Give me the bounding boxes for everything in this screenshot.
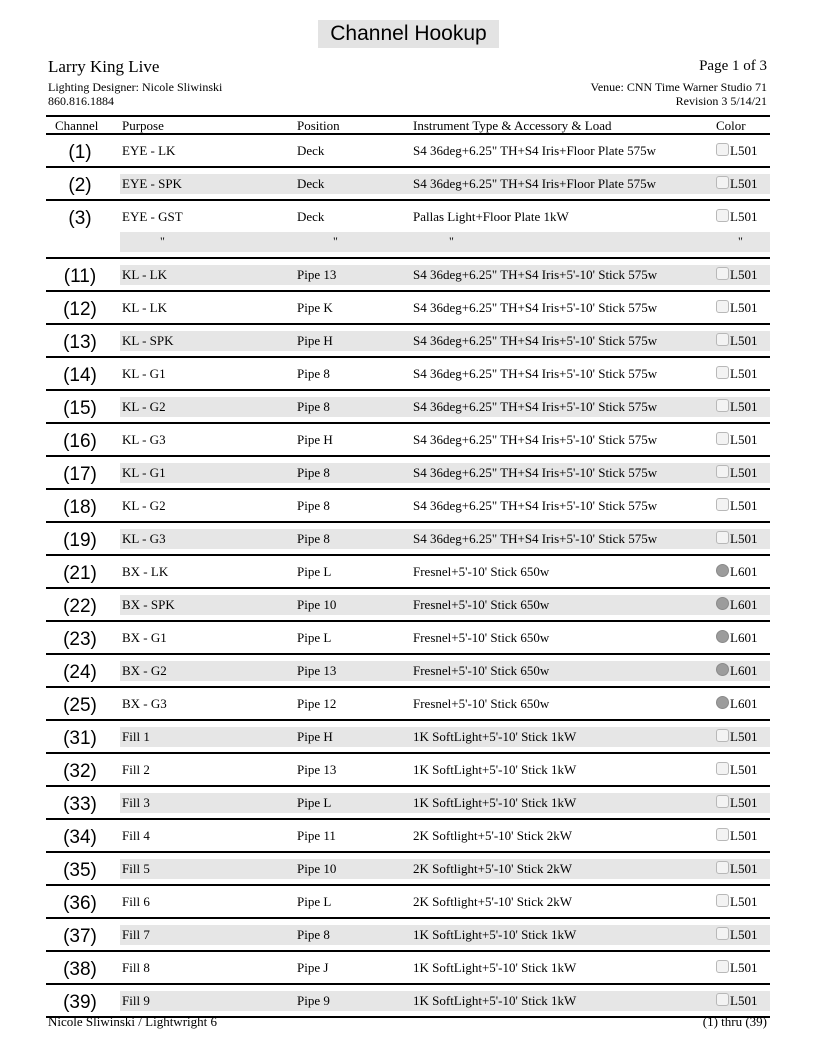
purpose-cell: KL - G3 xyxy=(122,531,166,546)
channel-number: (1) xyxy=(68,142,92,163)
channel-number: (19) xyxy=(63,530,97,551)
column-header-color: Color xyxy=(716,118,746,133)
purpose-cell: KL - LK xyxy=(122,300,168,315)
color-cell xyxy=(716,729,757,745)
position-cell: Pipe L xyxy=(297,630,332,645)
row-line xyxy=(46,364,770,384)
table-row xyxy=(46,529,770,556)
table-row xyxy=(46,727,770,754)
color-code: L501 xyxy=(730,176,758,191)
color-code: L501 xyxy=(730,993,758,1008)
instrument-cell: Fresnel+5'-10' Stick 650w xyxy=(413,696,550,711)
row-line xyxy=(46,562,770,582)
row-line xyxy=(46,529,770,549)
instrument-cell: S4 36deg+6.25" TH+S4 Iris+5'-10' Stick 575w xyxy=(413,399,658,414)
color-code: L501 xyxy=(730,960,758,975)
position-cell: Pipe 13 xyxy=(297,762,337,777)
page-title: Channel Hookup xyxy=(318,20,499,48)
table-row xyxy=(46,958,770,985)
position-cell: Pipe 8 xyxy=(297,399,330,414)
table-row xyxy=(46,694,770,721)
color-cell xyxy=(716,209,757,225)
table-row xyxy=(46,331,770,358)
instrument-cell: 2K Softlight+5'-10' Stick 2kW xyxy=(413,894,572,909)
channel-number: (22) xyxy=(63,596,97,617)
header-top-rule xyxy=(46,115,770,117)
row-line xyxy=(46,826,770,846)
instrument-cell: Fresnel+5'-10' Stick 650w xyxy=(413,564,550,579)
color-cell xyxy=(716,432,757,448)
color-swatch-icon xyxy=(716,696,729,709)
color-cell xyxy=(716,366,757,382)
color-code: L501 xyxy=(730,209,758,224)
purpose-cell: BX - G3 xyxy=(122,696,167,711)
table-row xyxy=(46,364,770,391)
instrument-cell: S4 36deg+6.25" TH+S4 Iris+5'-10' Stick 575w xyxy=(413,300,658,315)
instrument-cell: S4 36deg+6.25" TH+S4 Iris+5'-10' Stick 575w xyxy=(413,267,658,282)
color-code: L501 xyxy=(730,729,758,744)
position-cell: Pipe J xyxy=(297,960,329,975)
position-cell: Pipe H xyxy=(297,333,333,348)
purpose-cell: Fill 8 xyxy=(122,960,150,975)
table-row xyxy=(46,397,770,424)
channel-number: (16) xyxy=(63,431,97,452)
color-swatch-icon xyxy=(716,828,729,841)
purpose-cell: Fill 1 xyxy=(122,729,150,744)
instrument-cell: Fresnel+5'-10' Stick 650w xyxy=(413,663,550,678)
table-row xyxy=(46,207,770,259)
table-row xyxy=(46,298,770,325)
instrument-cell: Fresnel+5'-10' Stick 650w xyxy=(413,630,550,645)
color-code: L501 xyxy=(730,300,758,315)
color-code: L501 xyxy=(730,927,758,942)
color-code: L501 xyxy=(730,828,758,843)
purpose-cell: Fill 4 xyxy=(122,828,150,843)
position-cell: Deck xyxy=(297,143,325,158)
color-code: L501 xyxy=(730,465,758,480)
color-cell xyxy=(716,663,757,679)
instrument-cell: S4 36deg+6.25" TH+S4 Iris+5'-10' Stick 575w xyxy=(413,333,658,348)
color-code: L501 xyxy=(730,861,758,876)
venue: Venue: CNN Time Warner Studio 71 xyxy=(590,80,767,94)
color-swatch-icon xyxy=(716,333,729,346)
position-cell: Pipe 8 xyxy=(297,366,330,381)
ditto-line xyxy=(46,232,770,252)
purpose-cell: Fill 9 xyxy=(122,993,150,1008)
row-line xyxy=(46,174,770,194)
position-cell: Pipe 13 xyxy=(297,663,337,678)
channel-number: (3) xyxy=(68,208,92,229)
color-code: L601 xyxy=(730,630,758,645)
footer-author: Nicole Sliwinski / Lightwright 6 xyxy=(48,1014,217,1029)
color-cell xyxy=(716,531,757,547)
channel-number: (38) xyxy=(63,959,97,980)
row-line xyxy=(46,265,770,285)
purpose-cell: EYE - LK xyxy=(122,143,176,158)
instrument-cell: 2K Softlight+5'-10' Stick 2kW xyxy=(413,861,572,876)
position-cell: Pipe K xyxy=(297,300,333,315)
color-code: L501 xyxy=(730,795,758,810)
row-line xyxy=(46,859,770,879)
color-swatch-icon xyxy=(716,143,729,156)
color-code: L501 xyxy=(730,531,758,546)
color-cell xyxy=(716,762,757,778)
row-line xyxy=(46,207,770,227)
footer-range: (1) thru (39) xyxy=(702,1014,767,1029)
position-cell: Pipe 8 xyxy=(297,927,330,942)
color-swatch-icon xyxy=(716,432,729,445)
instrument-cell: 1K SoftLight+5'-10' Stick 1kW xyxy=(413,960,577,975)
ditto-mark: " xyxy=(333,234,338,248)
table-row xyxy=(46,760,770,787)
table-row xyxy=(46,174,770,201)
purpose-cell: KL - G1 xyxy=(122,366,166,381)
color-swatch-icon xyxy=(716,399,729,412)
purpose-cell: EYE - GST xyxy=(122,209,183,224)
purpose-cell: BX - SPK xyxy=(122,597,175,612)
instrument-cell: 1K SoftLight+5'-10' Stick 1kW xyxy=(413,762,577,777)
table-row xyxy=(46,430,770,457)
color-cell xyxy=(716,894,757,910)
channel-number: (39) xyxy=(63,992,97,1013)
table-row xyxy=(46,496,770,523)
channel-table xyxy=(46,135,770,1018)
table-row xyxy=(46,826,770,853)
color-swatch-icon xyxy=(716,498,729,511)
purpose-cell: Fill 6 xyxy=(122,894,150,909)
position-cell: Deck xyxy=(297,176,325,191)
position-cell: Deck xyxy=(297,209,325,224)
table-row xyxy=(46,925,770,952)
color-code: L601 xyxy=(730,663,758,678)
channel-number: (17) xyxy=(63,464,97,485)
row-line xyxy=(46,430,770,450)
position-cell: Pipe H xyxy=(297,432,333,447)
color-swatch-icon xyxy=(716,927,729,940)
purpose-cell: Fill 5 xyxy=(122,861,150,876)
row-line xyxy=(46,694,770,714)
instrument-cell: 1K SoftLight+5'-10' Stick 1kW xyxy=(413,729,577,744)
channel-number: (32) xyxy=(63,761,97,782)
color-code: L501 xyxy=(730,432,758,447)
color-cell xyxy=(716,828,757,844)
color-cell xyxy=(716,333,757,349)
row-line xyxy=(46,727,770,747)
position-cell: Pipe 10 xyxy=(297,861,337,876)
row-line xyxy=(46,991,770,1011)
position-cell: Pipe L xyxy=(297,564,332,579)
color-swatch-icon xyxy=(716,597,729,610)
color-swatch-icon xyxy=(716,993,729,1006)
position-cell: Pipe 8 xyxy=(297,465,330,480)
color-cell xyxy=(716,143,757,159)
revision: Revision 3 5/14/21 xyxy=(675,94,767,108)
instrument-cell: S4 36deg+6.25" TH+S4 Iris+5'-10' Stick 575w xyxy=(413,432,658,447)
channel-number: (13) xyxy=(63,332,97,353)
table-row xyxy=(46,793,770,820)
channel-number: (33) xyxy=(63,794,97,815)
channel-number: (25) xyxy=(63,695,97,716)
color-code: L501 xyxy=(730,366,758,381)
instrument-cell: S4 36deg+6.25" TH+S4 Iris+5'-10' Stick 575w xyxy=(413,531,658,546)
purpose-cell: KL - SPK xyxy=(122,333,174,348)
color-swatch-icon xyxy=(716,663,729,676)
ditto-mark: " xyxy=(738,234,743,248)
color-code: L601 xyxy=(730,696,758,711)
channel-number: (23) xyxy=(63,629,97,650)
column-header-channel: Channel xyxy=(55,118,99,133)
color-code: L501 xyxy=(730,333,758,348)
color-code: L501 xyxy=(730,399,758,414)
color-swatch-icon xyxy=(716,861,729,874)
color-cell xyxy=(716,399,757,415)
table-row xyxy=(46,265,770,292)
row-line xyxy=(46,892,770,912)
instrument-cell: S4 36deg+6.25" TH+S4 Iris+Floor Plate 575w xyxy=(413,143,657,158)
column-header-position: Position xyxy=(297,118,340,133)
column-header-instrument: Instrument Type & Accessory & Load xyxy=(413,118,612,133)
color-cell xyxy=(716,861,757,877)
color-swatch-icon xyxy=(716,630,729,643)
channel-number: (18) xyxy=(63,497,97,518)
position-cell: Pipe 8 xyxy=(297,531,330,546)
purpose-cell: BX - LK xyxy=(122,564,169,579)
table-row xyxy=(46,463,770,490)
purpose-cell: KL - G2 xyxy=(122,399,166,414)
color-swatch-icon xyxy=(716,894,729,907)
row-line xyxy=(46,925,770,945)
phone-number: 860.816.1884 xyxy=(48,94,114,108)
purpose-cell: KL - LK xyxy=(122,267,168,282)
instrument-cell: S4 36deg+6.25" TH+S4 Iris+Floor Plate 575w xyxy=(413,176,657,191)
purpose-cell: Fill 3 xyxy=(122,795,150,810)
position-cell: Pipe 9 xyxy=(297,993,330,1008)
position-cell: Pipe 13 xyxy=(297,267,337,282)
row-line xyxy=(46,463,770,483)
color-swatch-icon xyxy=(716,366,729,379)
position-cell: Pipe 11 xyxy=(297,828,336,843)
color-code: L501 xyxy=(730,762,758,777)
row-line xyxy=(46,298,770,318)
channel-number: (11) xyxy=(63,266,97,287)
color-code: L601 xyxy=(730,564,758,579)
row-line xyxy=(46,958,770,978)
color-cell xyxy=(716,960,757,976)
table-row xyxy=(46,628,770,655)
purpose-cell: KL - G1 xyxy=(122,465,166,480)
table-row xyxy=(46,562,770,589)
color-code: L501 xyxy=(730,143,758,158)
row-line xyxy=(46,331,770,351)
color-cell xyxy=(716,465,757,481)
color-cell xyxy=(716,498,757,514)
instrument-cell: S4 36deg+6.25" TH+S4 Iris+5'-10' Stick 575w xyxy=(413,366,658,381)
color-cell xyxy=(716,597,757,613)
color-cell xyxy=(716,176,757,192)
channel-number: (37) xyxy=(63,926,97,947)
color-swatch-icon xyxy=(716,564,729,577)
instrument-cell: S4 36deg+6.25" TH+S4 Iris+5'-10' Stick 575w xyxy=(413,465,658,480)
table-row xyxy=(46,661,770,688)
color-swatch-icon xyxy=(716,267,729,280)
color-cell xyxy=(716,630,757,646)
channel-number: (35) xyxy=(63,860,97,881)
row-line xyxy=(46,628,770,648)
channel-number: (2) xyxy=(68,175,92,196)
color-code: L601 xyxy=(730,597,758,612)
column-header-purpose: Purpose xyxy=(122,118,164,133)
color-cell xyxy=(716,795,757,811)
purpose-cell: KL - G3 xyxy=(122,432,166,447)
row-line xyxy=(46,793,770,813)
table-row xyxy=(46,141,770,168)
color-swatch-icon xyxy=(716,209,729,222)
position-cell: Pipe L xyxy=(297,894,332,909)
purpose-cell: Fill 7 xyxy=(122,927,150,942)
position-cell: Pipe 10 xyxy=(297,597,337,612)
color-swatch-icon xyxy=(716,960,729,973)
channel-number: (12) xyxy=(63,299,97,320)
instrument-cell: 1K SoftLight+5'-10' Stick 1kW xyxy=(413,795,577,810)
color-swatch-icon xyxy=(716,531,729,544)
instrument-cell: 2K Softlight+5'-10' Stick 2kW xyxy=(413,828,572,843)
table-row xyxy=(46,892,770,919)
row-line xyxy=(46,141,770,161)
instrument-cell: 1K SoftLight+5'-10' Stick 1kW xyxy=(413,993,577,1008)
table-row xyxy=(46,595,770,622)
channel-number: (34) xyxy=(63,827,97,848)
ditto-mark: " xyxy=(449,234,454,248)
color-swatch-icon xyxy=(716,465,729,478)
purpose-cell: Fill 2 xyxy=(122,762,150,777)
color-cell xyxy=(716,927,757,943)
row-line xyxy=(46,760,770,780)
color-swatch-icon xyxy=(716,300,729,313)
position-cell: Pipe 12 xyxy=(297,696,337,711)
instrument-cell: Fresnel+5'-10' Stick 650w xyxy=(413,597,550,612)
color-cell xyxy=(716,300,757,316)
instrument-cell: 1K SoftLight+5'-10' Stick 1kW xyxy=(413,927,577,942)
channel-number: (24) xyxy=(63,662,97,683)
color-swatch-icon xyxy=(716,762,729,775)
row-line xyxy=(46,496,770,516)
purpose-cell: EYE - SPK xyxy=(122,176,182,191)
position-cell: Pipe L xyxy=(297,795,332,810)
ditto-mark: " xyxy=(160,234,165,248)
channel-number: (15) xyxy=(63,398,97,419)
color-swatch-icon xyxy=(716,729,729,742)
instrument-cell: Pallas Light+Floor Plate 1kW xyxy=(413,209,569,224)
row-line xyxy=(46,397,770,417)
row-shading xyxy=(120,232,770,252)
table-row xyxy=(46,859,770,886)
color-code: L501 xyxy=(730,267,758,282)
row-line xyxy=(46,661,770,681)
purpose-cell: KL - G2 xyxy=(122,498,166,513)
page-number: Page 1 of 3 xyxy=(699,58,767,74)
purpose-cell: BX - G1 xyxy=(122,630,167,645)
color-cell xyxy=(716,564,757,580)
position-cell: Pipe 8 xyxy=(297,498,330,513)
lighting-designer: Lighting Designer: Nicole Sliwinski xyxy=(48,80,223,94)
color-cell xyxy=(716,696,757,712)
row-line xyxy=(46,595,770,615)
color-code: L501 xyxy=(730,498,758,513)
color-cell xyxy=(716,267,757,283)
color-code: L501 xyxy=(730,894,758,909)
purpose-cell: BX - G2 xyxy=(122,663,167,678)
color-swatch-icon xyxy=(716,176,729,189)
show-name: Larry King Live xyxy=(48,57,160,76)
channel-number: (31) xyxy=(63,728,97,749)
color-swatch-icon xyxy=(716,795,729,808)
channel-number: (36) xyxy=(63,893,97,914)
channel-number: (14) xyxy=(63,365,97,386)
channel-number: (21) xyxy=(63,563,97,584)
position-cell: Pipe H xyxy=(297,729,333,744)
color-cell xyxy=(716,993,757,1009)
instrument-cell: S4 36deg+6.25" TH+S4 Iris+5'-10' Stick 575w xyxy=(413,498,658,513)
